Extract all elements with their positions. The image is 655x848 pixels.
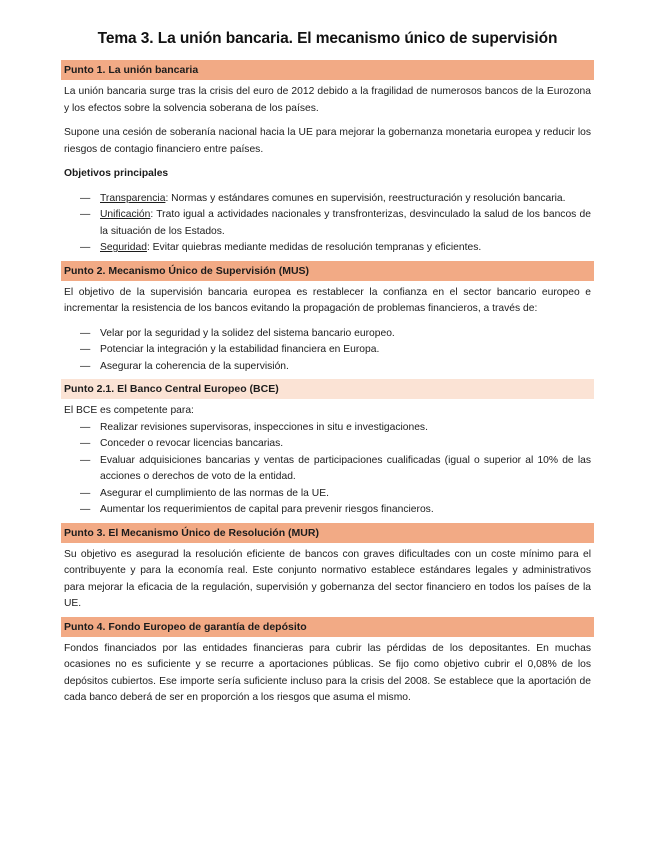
objectives-title: Objetivos principales <box>64 168 169 179</box>
paragraph: El objetivo de la supervisión bancaria europea es restablecer la confianza en el sector bancario europeo e incrementar la resistencia de los bancos evitando la propagación de problemas financieros, a través de: <box>64 286 591 314</box>
list-item <box>80 191 591 208</box>
list-item: — Evaluar adquisiciones bancarias y ventas de participaciones cualificadas (igual o superior al 10% de las acciones o derechos de voto de la entidad. <box>80 453 591 486</box>
paragraph: Su objetivo es asegurad la resolución eficiente de bancos con graves dificultades con un coste mínimo para el contribuyente y para la economía real. Este conjunto normativo establece estándares legales y administrativos para mejorar la eficacia de la regulación, supervisión y gobernanza del sector financiero en todos los países de la UE. <box>64 548 591 609</box>
list-item <box>80 207 591 240</box>
list-item: — Asegurar la coherencia de la supervisión. <box>80 359 591 376</box>
list-item: — Aumentar los requerimientos de capital para prevenir riesgos financieros. <box>80 502 591 519</box>
paragraph: El BCE es competente para: <box>64 405 194 416</box>
list-item: — Realizar revisiones supervisoras, inspecciones in situ e investigaciones. <box>80 420 591 437</box>
paragraph: Fondos financiados por las entidades financieras para cubrir las pérdidas de los depositantes. En muchas ocasiones no es suficiente y se recurre a aportaciones públicas. Se fijo como objetivo cubrir el 0,08% de los depósitos cubiertos. Ese importe sería suficiente incluso para la crisis del 2008. Se establece que la aportación de cada banco deberá de ser en proporción a los riesgos que asuma el mismo. <box>64 642 591 703</box>
list-item: — Potenciar la integración y la estabilidad financiera en Europa. <box>80 342 591 359</box>
paragraph: Supone una cesión de soberanía nacional hacia la UE para mejorar la gobernanza monetaria europea y reducir los riesgos de contagio financiero entre países. <box>64 127 591 155</box>
paragraph: La unión bancaria surge tras la crisis del euro de 2012 debido a la fragilidad de numerosos bancos de la Eurozona y los efectos sobre la solvencia soberana de los países. <box>64 86 591 114</box>
list-item-term: Unificación <box>100 209 151 220</box>
objectives-list <box>64 191 591 257</box>
list-item: — Asegurar el cumplimiento de las normas de la UE. <box>80 486 591 503</box>
list-item: — Velar por la seguridad y la solidez del sistema bancario europeo. <box>80 326 591 343</box>
page-title: Tema 3. La unión bancaria. El mecanismo único de supervisión <box>97 30 558 47</box>
list-item-term: Transparencia <box>100 192 166 204</box>
mus-list <box>64 326 591 376</box>
section-heading-punto-1: Punto 1. La unión bancaria <box>61 60 594 80</box>
list-item-text: : Normas y estándares comunes en supervisión, reestructuración y resolución bancaria. <box>165 192 566 204</box>
section-heading-punto-2: Punto 2. Mecanismo Único de Supervisión (MUS) <box>61 261 594 281</box>
bce-list <box>64 420 591 519</box>
section-heading-punto-4: Punto 4. Fondo Europeo de garantía de depósito <box>61 617 594 637</box>
list-item: — Conceder o revocar licencias bancarias. <box>80 436 591 453</box>
section-heading-punto-2-1: Punto 2.1. El Banco Central Europeo (BCE) <box>61 379 594 399</box>
list-item <box>80 240 591 257</box>
list-item-term: Seguridad <box>100 242 147 253</box>
list-item-text: : Trato igual a actividades nacionales y transfronterizas, desvinculado la salud de los bancos de la situación de los Estados. <box>100 209 591 237</box>
section-heading-punto-3: Punto 3. El Mecanismo Único de Resolución (MUR) <box>61 523 594 543</box>
list-item-text: : Evitar quiebras mediante medidas de resolución tempranas y eficientes. <box>146 242 482 253</box>
